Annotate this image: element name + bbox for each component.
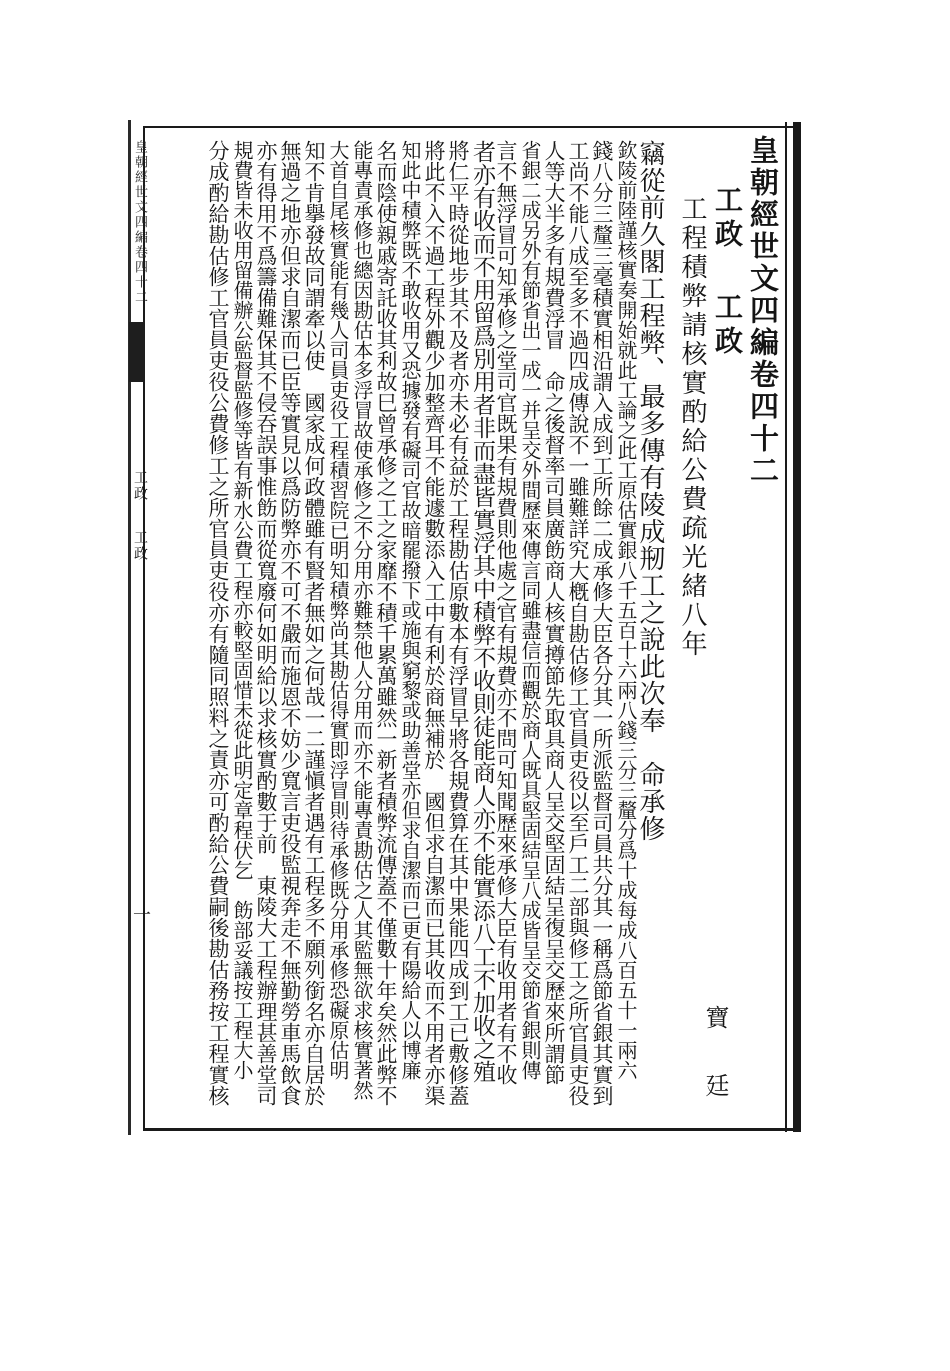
text-column-13: 能專責承修也總因勘估本多浮冒故使承修之不分用亦難禁他人分用而亦不能專責勘估之人其監無欲求核實著然 bbox=[350, 140, 374, 1100]
frame-bottom-border bbox=[143, 1128, 793, 1131]
text-column-19: 分成酌給勘估修工官員吏役公費修工之所官員吏役亦有隨同照料之責亦可酌給公費嗣後勘估務按工程實核 bbox=[206, 140, 230, 1106]
text-column-1: 竊從前久閣工程弊、最多傳有陵成剏工之說此次奉 命承修 bbox=[635, 140, 665, 842]
article-author: 寶 廷 bbox=[701, 1005, 729, 1105]
text-column-6: 省銀二成另外有節省出一成一并呈交外間歷來傳言同雖盡信而觀於商人既具堅固結呈八成皆呈交節省銀則傳 bbox=[518, 140, 542, 1080]
gutter-subsection-label: 工政 bbox=[132, 530, 148, 562]
text-column-16: 無過之地亦但求自潔而已臣等實見以爲防弊亦不可不嚴而施恩不妨少寬言吏役監視奔走不無勤勞車馬飲食 bbox=[278, 140, 302, 1106]
text-column-9: 將仁平時從地步其不及者亦未必有益於工程勘估原數本有浮冒早將各規費算在其中果能四成到工已敷修蓋 bbox=[446, 140, 470, 1106]
text-column-4: 工尚不能八成至多不過四成傳說不一雖難詳究大槪自勘估修工官員吏役以至戶工二部與修工之所官員吏役 bbox=[566, 140, 590, 1106]
text-column-14: 大首自尾核實能有幾人司員吏役工程積習院已明知積弊尚其勘估得實即浮冒則待承修既分用承修恐礙原估明 bbox=[326, 140, 350, 1080]
gutter-line bbox=[128, 120, 131, 1135]
book-title: 皇朝經世文四編卷四十二 bbox=[746, 135, 780, 487]
gutter-section-label: 工政 bbox=[132, 470, 148, 502]
frame-right-outer-border bbox=[793, 122, 801, 1132]
text-column-2: 欽陵前陸謹核實奏開始就此工論之此工原估實銀八千五百十六兩八錢三分三釐分爲十成每成八百五十一兩六 bbox=[614, 140, 638, 1080]
gutter-folio-number: 一 bbox=[130, 905, 151, 925]
frame-right-inner-border bbox=[785, 122, 787, 1132]
article-title: 工程積弊請核實酌給公費疏光緒八年 bbox=[677, 195, 707, 659]
text-column-3: 錢八分三釐三毫積實相沿謂入成到工所餘二成承修大臣各分其一所派監督司員共分其一稱爲節省銀其實到 bbox=[590, 140, 614, 1106]
text-column-8: 者亦有收而不用留爲別用者非而盡皆實浮其中積弊不收則徒能商人亦不能實添八工不加收之殖 bbox=[469, 140, 495, 1083]
text-column-5: 人等大半多有規費浮冒 命之後督率司員廣飭商人核實撙節先取具商人呈交堅固結呈復呈交歷來所謂節 bbox=[542, 140, 566, 1085]
gutter-fish-tail-mark bbox=[129, 322, 145, 382]
text-column-7: 言不無浮冒可知承修之堂司官既果有規費則他處之官有規費亦不問可知聞歷來承修大臣有收用者有不收 bbox=[494, 140, 518, 1085]
section-heading: 工政 工政 bbox=[711, 185, 744, 360]
frame-top-border bbox=[143, 126, 793, 128]
text-column-18: 規費皆未收用留備辦公監督監修等皆有新水公費工程亦較堅固惜未從此明定章程伏乞 飭部妥議按工程大小 bbox=[230, 140, 254, 1080]
text-column-11: 知此中積弊既不敢收用又恐據發有礙司官故暗罷撥下或施與窮黎或助善堂亦但求自潔而已更有陽給人以博廉 bbox=[398, 140, 422, 1080]
text-column-17: 亦有得用不爲籌備難保其不侵吞誤事惟飭而從寬廢何如明給以求核實酌數于前 東陵大工程辦理甚善堂司 bbox=[254, 140, 278, 1106]
gutter-book-label: 皇朝經世文四編卷四十二 bbox=[132, 140, 147, 305]
text-column-10: 將此不入不過工程外觀少加整齊耳不能遽數添入工中有利於商無補於 國但求自潔而已其收而不用者亦渠 bbox=[422, 140, 446, 1106]
text-column-15: 知不肯擧發故同謂牽以使 國家成何政體雖有賢者無如之何哉一二謹愼者遇有工程多不願列銜名亦自居於 bbox=[302, 140, 326, 1106]
text-column-12: 名而陰使親戚寄託收其利故巳曾承修之工之家靡不積千累萬雖然一新者積弊流傳蓋不僅數十年矣然此弊不 bbox=[374, 140, 398, 1106]
